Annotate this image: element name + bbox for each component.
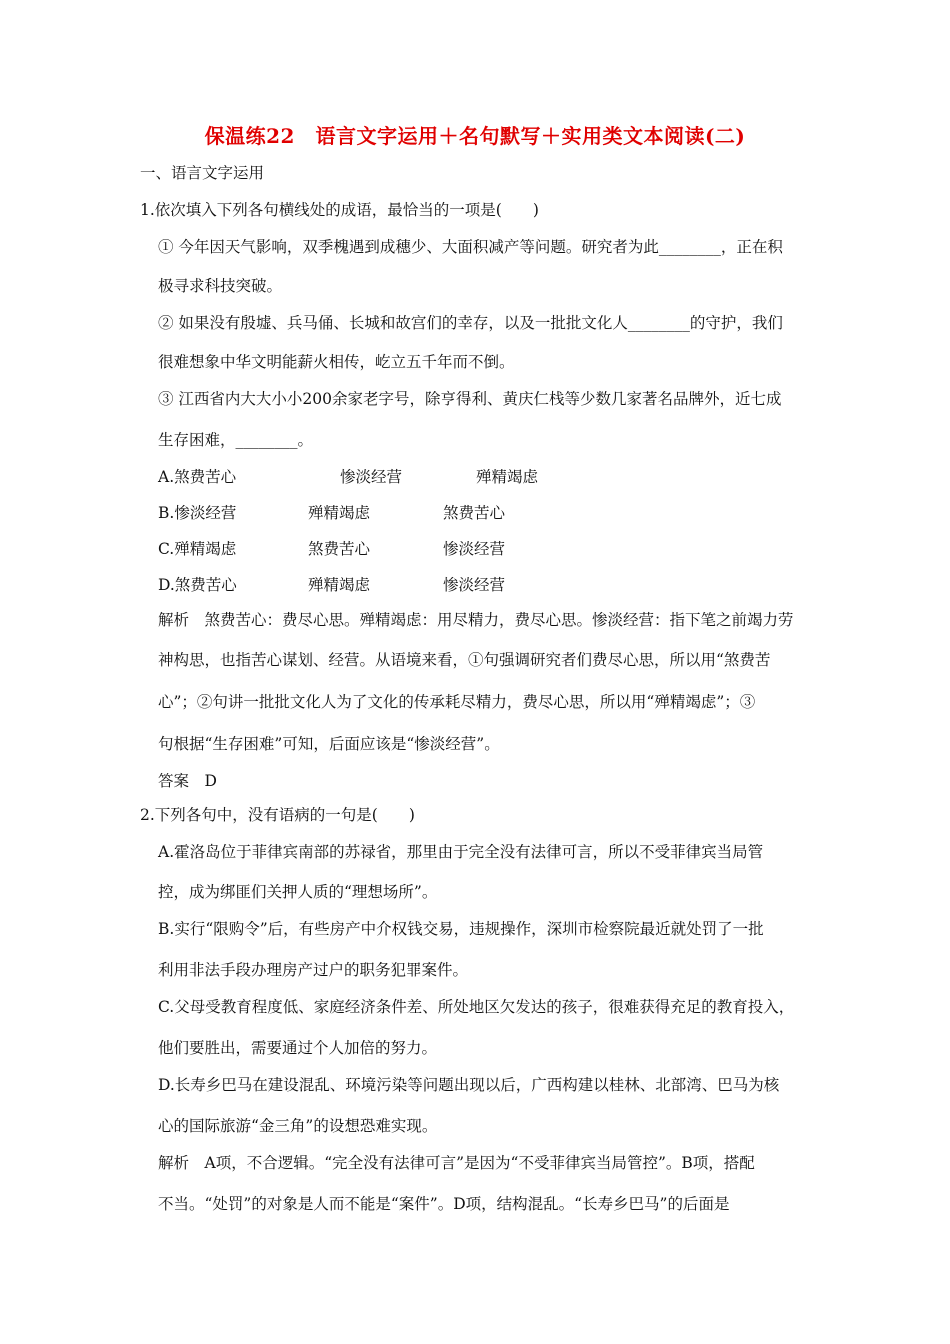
q1-sentence-1-cont: 极寻求科技突破。 bbox=[158, 277, 283, 295]
q1-sentence-2-cont: 很难想象中华文明能薪火相传，屹立五千年而不倒。 bbox=[158, 353, 515, 371]
option-term: 殚精竭虑 bbox=[308, 504, 371, 522]
option-term: 殚精竭虑 bbox=[308, 576, 371, 594]
q2-option-c: C.父母受教育程度低、家庭经济条件差、所处地区欠发达的孩子，很难获得充足的教育投入， bbox=[158, 998, 795, 1016]
q1-option-d bbox=[158, 575, 505, 595]
q2-option-d-cont: 心的国际旅游“金三角”的设想恐难实现。 bbox=[158, 1117, 438, 1135]
q2-option-c-cont: 他们要胜出，需要通过个人加倍的努力。 bbox=[158, 1039, 438, 1057]
q1-option-a bbox=[158, 467, 538, 487]
q2-analysis-cont: 不当。“处罚”的对象是人而不能是“案件”。D项，结构混乱。“长寿乡巴马”的后面是 bbox=[158, 1195, 730, 1213]
q1-sentence-3: ③ 江西省内大大小小200余家老字号，除亨得利、黄庆仁栈等少数几家著名品牌外，近七成 bbox=[158, 390, 782, 408]
q1-sentence-2: ② 如果没有殷墟、兵马俑、长城和故宫们的幸存，以及一批批文化人________的守护，我们 bbox=[158, 314, 783, 332]
option-term: A.煞费苦心 bbox=[158, 468, 237, 486]
option-term: 煞费苦心 bbox=[308, 540, 371, 558]
option-term: B.惨淡经营 bbox=[158, 504, 237, 522]
q1-analysis: 解析 煞费苦心：费尽心思。殚精竭虑：用尽精力，费尽心思。惨淡经营：指下笔之前竭力劳 bbox=[158, 611, 794, 629]
option-term: 惨淡经营 bbox=[443, 576, 506, 594]
q1-analysis-cont: 句根据“生存困难”可知，后面应该是“惨淡经营”。 bbox=[158, 735, 500, 753]
question-1-stem: 1.依次填入下列各句横线处的成语，最恰当的一项是( ) bbox=[140, 201, 539, 219]
q2-option-b-cont: 利用非法手段办理房产过户的职务犯罪案件。 bbox=[158, 961, 469, 979]
q2-option-b: B.实行“限购令”后，有些房产中介权钱交易，违规操作，深圳市检察院最近就处罚了一批 bbox=[158, 920, 764, 938]
q1-sentence-3-cont: 生存困难，________。 bbox=[158, 431, 314, 449]
q1-sentence-1: ① 今年因天气影响，双季槐遇到成穗少、大面积减产等问题。研究者为此________，正在积 bbox=[158, 238, 783, 256]
option-term: 煞费苦心 bbox=[443, 504, 506, 522]
q1-answer: 答案 D bbox=[158, 772, 217, 790]
option-term: 惨淡经营 bbox=[443, 540, 506, 558]
q2-option-d: D.长寿乡巴马在建设混乱、环境污染等问题出现以后，广西构建以桂林、北部湾、巴马为核 bbox=[158, 1076, 780, 1094]
page-title: 保温练22 语言文字运用＋名句默写＋实用类文本阅读(二) bbox=[204, 124, 746, 148]
section-heading: 一、语言文字运用 bbox=[140, 164, 265, 182]
q2-option-a-cont: 控，成为绑匪们关押人质的“理想场所”。 bbox=[158, 883, 438, 901]
q2-option-a: A.霍洛岛位于菲律宾南部的苏禄省，那里由于完全没有法律可言，所以不受菲律宾当局管 bbox=[158, 843, 764, 861]
option-term: 惨淡经营 bbox=[340, 468, 403, 486]
q1-option-b bbox=[158, 503, 505, 523]
q1-analysis-cont: 神构思，也指苦心谋划、经营。从语境来看，①句强调研究者们费尽心思，所以用“煞费苦 bbox=[158, 651, 771, 669]
q1-analysis-cont: 心”；②句讲一批批文化人为了文化的传承耗尽精力，费尽心思，所以用“殚精竭虑”；③ bbox=[158, 693, 756, 711]
option-term: 殚精竭虑 bbox=[476, 468, 539, 486]
q1-option-c bbox=[158, 539, 505, 559]
question-2-stem: 2.下列各句中，没有语病的一句是( ) bbox=[140, 806, 415, 824]
option-term: C.殚精竭虑 bbox=[158, 540, 237, 558]
option-term: D.煞费苦心 bbox=[158, 576, 237, 594]
q2-analysis: 解析 A项，不合逻辑。“完全没有法律可言”是因为“不受菲律宾当局管控”。B项，搭配 bbox=[158, 1154, 755, 1172]
